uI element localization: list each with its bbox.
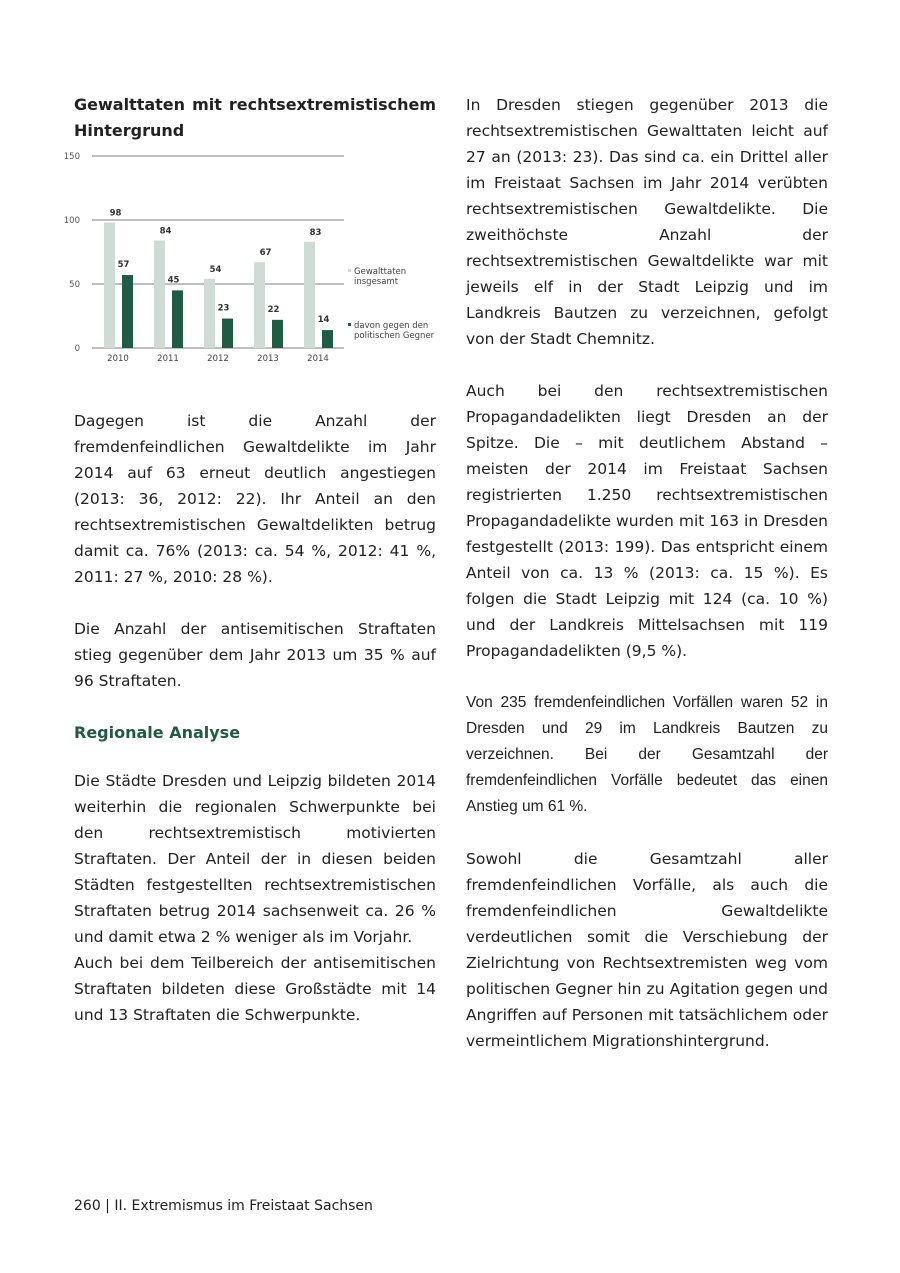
label-political-2013: 22: [267, 304, 280, 315]
bar-political-2014: [322, 330, 333, 348]
label-political-2014: 14: [317, 315, 330, 326]
x-tick-2010: 2010: [107, 354, 129, 364]
paragraph-xenophobic-incidents: Von 235 fremdenfeindlichen Vorfällen waren 52 in Dresden und 29 im Landkreis Bautzen zu verzeichnen. Bei der Gesamtzahl der fremdenfeindlichen Vorfälle bedeutet das einen Anstieg um 61 %.: [466, 694, 828, 815]
page-footer: 260 | II. Extremismus im Freistaat Sachsen: [74, 1198, 373, 1214]
y-tick-50: 50: [69, 280, 80, 290]
right-column: [466, 92, 828, 1080]
label-political-2011: 45: [167, 275, 180, 286]
left-column: [63, 92, 436, 1054]
regional-analysis-heading: Regionale Analyse: [74, 723, 241, 742]
label-political-2012: 23: [217, 303, 230, 314]
bar-political-2010: [122, 275, 133, 348]
bar-political-2013: [272, 320, 283, 348]
y-tick-100: 100: [63, 216, 80, 226]
legend-total-swatch: [348, 269, 351, 272]
label-total-2011: 84: [159, 226, 172, 237]
x-tick-2014: 2014: [307, 354, 329, 364]
label-total-2013: 67: [259, 248, 272, 259]
legend-political-label: davon gegen den politischen Gegner: [354, 321, 435, 341]
label-political-2010: 57: [117, 260, 130, 271]
y-tick-150: 150: [63, 152, 80, 162]
paragraph-antisemitic-offenses: Die Anzahl der antisemitischen Straftaten stieg gegenüber dem Jahr 2013 um 35 % auf 96 Straftaten.: [74, 620, 436, 690]
label-total-2012: 54: [209, 264, 222, 275]
bar-total-2012: [204, 279, 215, 348]
bar-total-2011: [154, 240, 165, 348]
bar-political-2011: [172, 290, 183, 348]
section-heading: Gewalttaten mit rechtsextremistischem Hintergrund: [74, 95, 436, 140]
label-total-2010: 98: [109, 208, 122, 219]
paragraph-target-shift: Sowohl die Gesamtzahl aller fremdenfeindlichen Vorfälle, als auch die fremdenfeindlichen Gewaltdelikte verdeutlichen somit die Verschiebung der Zielrichtung von Rechtsextremisten weg vom politischen Gegner hin zu Agitation gegen und Angriffen auf Personen mit tatsächlichem oder vermeintlichem Migrationshintergrund.: [466, 850, 828, 1050]
legend-political-swatch: [348, 323, 351, 326]
y-tick-0: 0: [74, 344, 80, 354]
bar-total-2013: [254, 262, 265, 348]
violence-bar-chart: [63, 152, 444, 378]
x-tick-2012: 2012: [207, 354, 229, 364]
paragraph-regional-focus: Die Städte Dresden und Leipzig bildeten 2014 weiterhin die regionalen Schwerpunkte bei den rechtsextremistisch motivierten Straftaten. Der Anteil der in diesen beiden Städten festgestellten rechtsextremistischen Straftaten betrug 2014 sachsenweit ca. 26 % und damit etwa 2 % weniger als im Vorjahr.: [74, 772, 436, 946]
x-tick-2011: 2011: [157, 354, 179, 364]
bar-political-2012: [222, 319, 233, 348]
paragraph-dresden-violence: In Dresden stiegen gegenüber 2013 die rechtsextremistischen Gewalttaten leicht auf 27 an (2013: 23). Das sind ca. ein Drittel aller im Freistaat Sachsen im Jahr 2014 verübten rechtsextremistischen Gewaltdelikte. Die zweithöchste Anzahl der rechtsextremistischen Gewaltdelikte war mit jeweils elf in der Stadt Leipzig und im Landkreis Bautzen zu verzeichnen, gefolgt von der Stadt Chemnitz.: [466, 96, 828, 348]
bar-total-2014: [304, 242, 315, 348]
x-tick-2013: 2013: [257, 354, 279, 364]
label-total-2014: 83: [309, 227, 322, 238]
legend-total-label: Gewalttaten insgesamt: [354, 267, 407, 287]
paragraph-antisemitic-cities: Auch bei dem Teilbereich der antisemitischen Straftaten bildeten diese Großstädte mit 14 und 13 Straftaten die Schwerpunkte.: [74, 954, 436, 1024]
paragraph-xenophobic-violence: Dagegen ist die Anzahl der fremdenfeindlichen Gewaltdelikte im Jahr 2014 auf 63 erneut deutlich angestiegen (2013: 36, 2012: 22). Ihr Anteil an den rechtsextremistischen Gewaltdelikten betrug damit ca. 76% (2013: ca. 54 %, 2012: 41 %, 2011: 27 %, 2010: 28 %).: [74, 412, 436, 586]
paragraph-propaganda-offenses: Auch bei den rechtsextremistischen Propagandadelikten liegt Dresden an der Spitze. Die – mit deutlichem Abstand – meisten der 2014 im Freistaat Sachsen registrierten 1.250 rechtsextremistischen Propagandadelikte wurden mit 163 in Dresden festgestellt (2013: 199). Das entspricht einem Anteil von ca. 13 % (2013: ca. 15 %). Es folgen die Stadt Leipzig mit 124 (ca. 10 %) und der Landkreis Mittelsachsen mit 119 Propagandadelikten (9,5 %).: [466, 382, 828, 660]
bar-total-2010: [104, 223, 115, 348]
